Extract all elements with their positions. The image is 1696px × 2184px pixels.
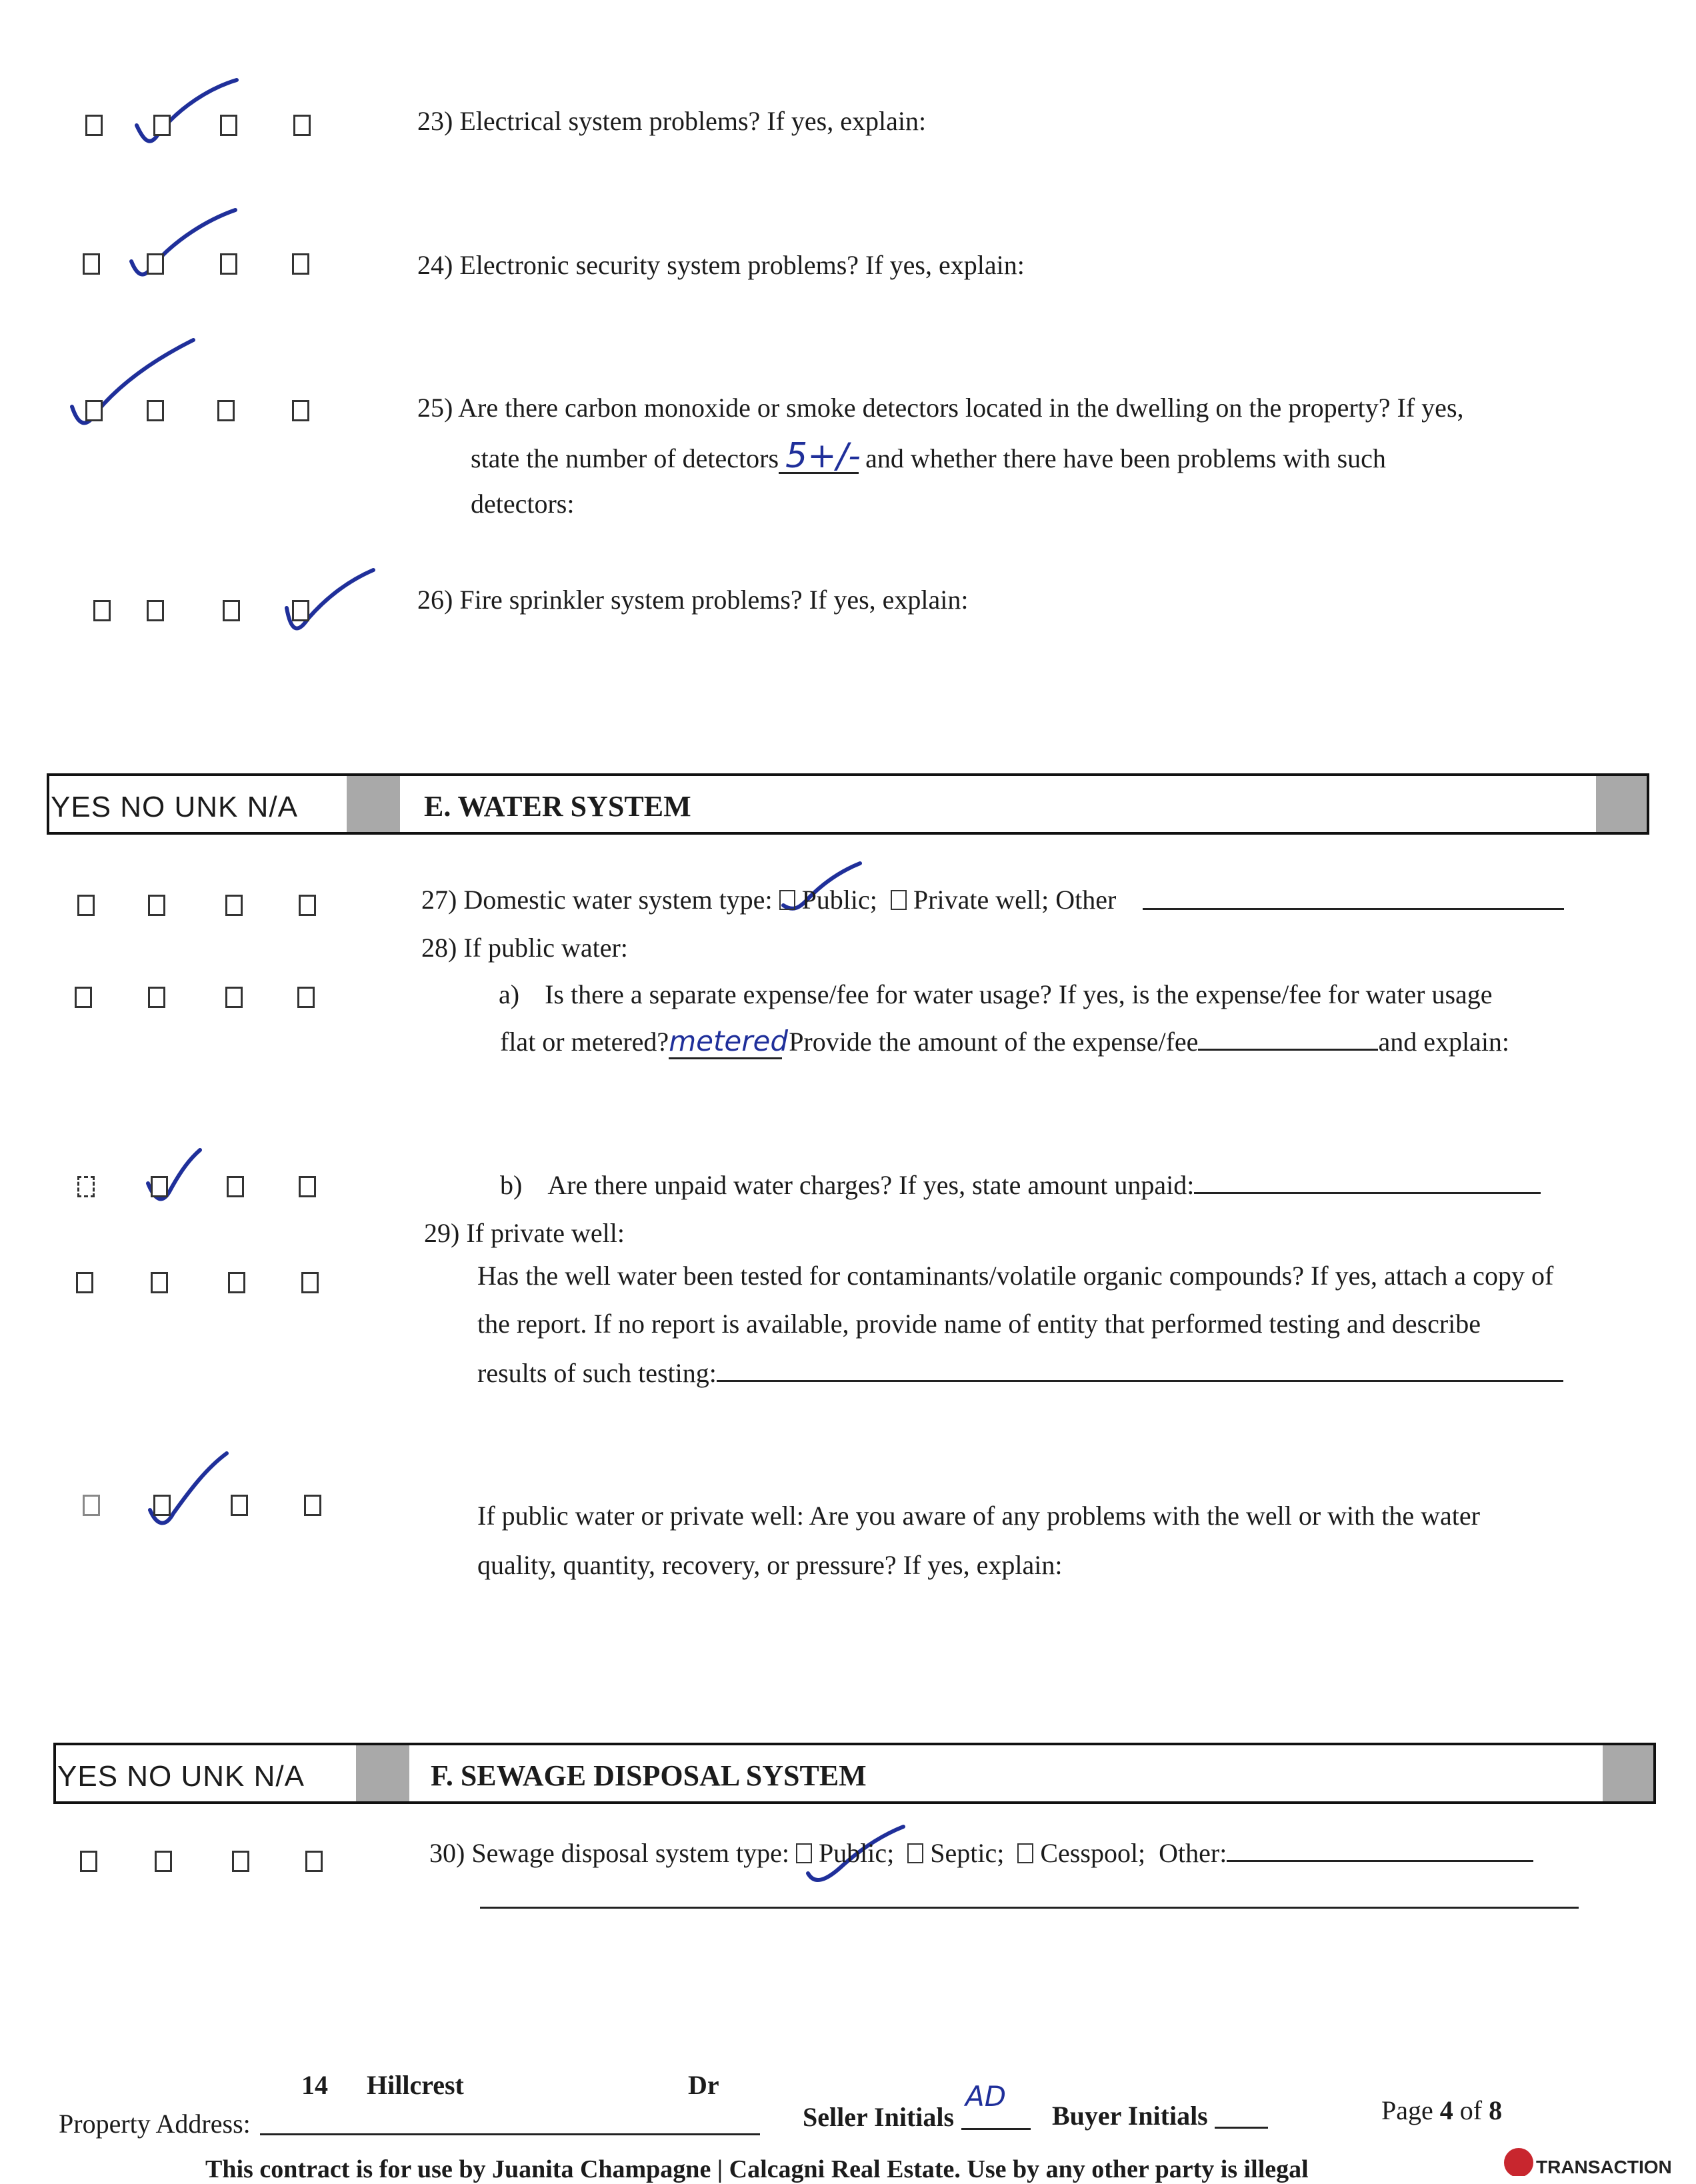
q29-number: 29) <box>424 1218 460 1248</box>
q29-na-checkbox[interactable] <box>301 1272 319 1293</box>
q26-unk-checkbox[interactable] <box>223 600 240 621</box>
q27-text: Domestic water system type: <box>463 885 773 915</box>
q23-question <box>417 105 926 137</box>
q30-continuation-line[interactable] <box>480 1907 1579 1909</box>
q28a-yes-checkbox[interactable] <box>75 987 92 1008</box>
q29-problems-line1: If public water or private well: Are you aware of any problems with the well or with the water <box>477 1501 1480 1531</box>
q28a-metered-answer[interactable]: metered <box>669 1025 782 1059</box>
section-f-shade-right <box>1603 1745 1653 1801</box>
q30-question <box>429 1837 1533 1869</box>
q28b-yes-checkbox[interactable] <box>77 1176 95 1197</box>
buyer-initials-label: Buyer Initials <box>1052 2101 1208 2131</box>
q24-unk-checkbox[interactable] <box>220 253 237 275</box>
q29-text: If private well: <box>466 1218 625 1248</box>
q29-unk-checkbox[interactable] <box>228 1272 245 1293</box>
q28a-na-checkbox[interactable] <box>297 987 315 1008</box>
q28b-line <box>500 1169 1541 1201</box>
q28a-label: a) <box>499 979 520 1009</box>
q27-question <box>421 884 1116 916</box>
q27-no-checkbox[interactable] <box>148 895 165 916</box>
q28a-unk-checkbox[interactable] <box>225 987 243 1008</box>
q24-number: 24) <box>417 250 453 280</box>
property-address-line[interactable] <box>260 2133 760 2135</box>
q28b-na-checkbox[interactable] <box>299 1176 316 1197</box>
q24-yes-checkbox[interactable] <box>83 253 100 275</box>
q24-no-checkbox[interactable] <box>147 253 164 275</box>
q25-number: 25) <box>417 393 453 423</box>
q23-unk-checkbox[interactable] <box>220 115 237 136</box>
q27-public-label: Public; <box>801 885 877 915</box>
q29-problems-unk-checkbox[interactable] <box>231 1495 248 1516</box>
q25-text-line2a: state the number of detectors <box>471 443 779 473</box>
section-e-shade-left <box>347 776 400 832</box>
q29-question <box>424 1217 625 1249</box>
q27-other-label: Other <box>1055 885 1117 915</box>
q30-cesspool-box[interactable] <box>1017 1843 1033 1863</box>
q24-na-checkbox[interactable] <box>292 253 309 275</box>
q25-question-line3: detectors: <box>471 489 575 519</box>
q30-no-checkbox[interactable] <box>155 1851 172 1872</box>
q26-no-checkbox[interactable] <box>147 600 164 621</box>
q28a-text-line2c: and explain: <box>1378 1027 1510 1057</box>
q26-text: Fire sprinkler system problems? If yes, explain: <box>459 585 969 615</box>
q28a-text-line2a: flat or metered? <box>500 1027 669 1057</box>
q29-no-checkbox[interactable] <box>151 1272 168 1293</box>
section-f-column-headers: YES NO UNK N/A <box>57 1760 305 1793</box>
q25-text-line1: Are there carbon monoxide or smoke detectors located in the dwelling on the property? If yes, <box>458 393 1464 423</box>
q23-na-checkbox[interactable] <box>293 115 311 136</box>
q28b-amount-line[interactable] <box>1194 1172 1541 1194</box>
q23-no-checkbox[interactable] <box>153 115 171 136</box>
q29-problems-na-checkbox[interactable] <box>304 1495 321 1516</box>
q29-yes-checkbox[interactable] <box>76 1272 93 1293</box>
q29-line2: the report. If no report is available, provide name of entity that performed testing and describe <box>477 1309 1481 1339</box>
seller-initials-line[interactable] <box>961 2128 1031 2130</box>
transaction-logo-icon <box>1504 2148 1533 2176</box>
q28a-text-line1: Is there a separate expense/fee for water usage? If yes, is the expense/fee for water usage <box>545 979 1493 1009</box>
q26-na-checkbox[interactable] <box>292 600 309 621</box>
page-number: 4 <box>1439 2095 1453 2125</box>
q30-yes-checkbox[interactable] <box>80 1851 97 1872</box>
q30-other-line[interactable] <box>1227 1840 1533 1862</box>
q23-text: Electrical system problems? If yes, explain: <box>459 106 927 136</box>
q27-private-box[interactable] <box>891 890 907 910</box>
q27-private-label: Private well; <box>913 885 1049 915</box>
q29-results-line[interactable] <box>717 1360 1563 1382</box>
q28b-text: Are there unpaid water charges? If yes, state amount unpaid: <box>547 1170 1195 1200</box>
q26-yes-checkbox[interactable] <box>93 600 111 621</box>
property-address-label: Property Address: <box>59 2109 251 2139</box>
q27-na-checkbox[interactable] <box>299 895 316 916</box>
q24-text: Electronic security system problems? If yes, explain: <box>459 250 1025 280</box>
q30-text: Sewage disposal system type: <box>471 1838 789 1868</box>
transaction-logo-text: TRANSACTION <box>1536 2157 1672 2176</box>
section-f-shade-left <box>356 1745 409 1801</box>
q28b-no-checkbox[interactable] <box>151 1176 168 1197</box>
q28a-fee-line[interactable] <box>1198 1029 1378 1051</box>
seller-initials-label: Seller Initials <box>803 2102 955 2132</box>
q29-problems-line2: quality, quantity, recovery, or pressure? If yes, explain: <box>477 1550 1063 1580</box>
q25-text-line2b: and whether there have been problems with such <box>865 443 1386 473</box>
q30-public-box[interactable] <box>796 1843 812 1863</box>
q27-unk-checkbox[interactable] <box>225 895 243 916</box>
q30-public-label: Public; <box>818 1838 895 1868</box>
q24-question <box>417 249 1025 281</box>
q23-yes-checkbox[interactable] <box>85 115 103 136</box>
page-total: 8 <box>1489 2095 1503 2125</box>
page-of: of <box>1459 2095 1483 2125</box>
q28-text: If public water: <box>463 933 628 963</box>
q28-question <box>421 932 628 964</box>
q27-public-box[interactable] <box>779 890 795 910</box>
q30-number: 30) <box>429 1838 465 1868</box>
address-street: Hillcrest <box>367 2070 464 2100</box>
q30-cesspool-label: Cesspool; <box>1040 1838 1146 1868</box>
q27-yes-checkbox[interactable] <box>77 895 95 916</box>
buyer-initials-line[interactable] <box>1215 2127 1268 2129</box>
address-number: 14 <box>301 2070 328 2100</box>
q28a-line2 <box>500 1025 1509 1059</box>
section-f-title: F. SEWAGE DISPOSAL SYSTEM <box>431 1759 867 1792</box>
q28a-text-line2b: Provide the amount of the expense/fee <box>789 1027 1199 1057</box>
section-f-header <box>53 1743 1656 1804</box>
q29-line3 <box>477 1357 1563 1389</box>
q25-question-line2 <box>471 436 1386 476</box>
q28a-line1 <box>499 979 1493 1011</box>
q25-detectors-answer[interactable]: 5+/- <box>779 440 859 474</box>
q26-number: 26) <box>417 585 453 615</box>
q28-number: 28) <box>421 933 457 963</box>
q29-problems-no-checkbox[interactable] <box>153 1495 171 1516</box>
q30-na-checkbox[interactable] <box>305 1851 323 1872</box>
q26-question <box>417 584 969 616</box>
section-e-column-headers: YES NO UNK N/A <box>51 791 298 823</box>
q28b-label: b) <box>500 1170 523 1200</box>
section-e-shade-right <box>1596 776 1647 832</box>
transaction-logo <box>1504 2148 1696 2176</box>
q25-yes-checkbox[interactable] <box>85 400 103 421</box>
disclaimer-text: This contract is for use by Juanita Champagne | Calcagni Real Estate. Use by any other party is illegal <box>205 2155 1309 2183</box>
seller-initials-value[interactable]: AD <box>965 2080 1007 2113</box>
q25-na-checkbox[interactable] <box>292 400 309 421</box>
section-e-title: E. WATER SYSTEM <box>424 790 691 823</box>
q23-number: 23) <box>417 106 453 136</box>
q29-line1: Has the well water been tested for contaminants/volatile organic compounds? If yes, attach a copy of <box>477 1261 1554 1291</box>
q30-other-label: Other: <box>1159 1838 1227 1868</box>
q25-unk-checkbox[interactable] <box>217 400 235 421</box>
q28b-unk-checkbox[interactable] <box>227 1176 244 1197</box>
q29-text-line3: results of such testing: <box>477 1358 717 1388</box>
q30-septic-label: Septic; <box>930 1838 1005 1868</box>
q28a-no-checkbox[interactable] <box>148 987 165 1008</box>
page-prefix: Page <box>1381 2095 1433 2125</box>
q29-problems-yes-checkbox[interactable] <box>83 1495 100 1516</box>
q27-other-line[interactable] <box>1143 908 1564 910</box>
q27-number: 27) <box>421 885 457 915</box>
page-indicator <box>1381 2095 1502 2126</box>
q25-no-checkbox[interactable] <box>147 400 164 421</box>
q30-septic-box[interactable] <box>907 1843 923 1863</box>
section-e-header <box>47 773 1649 835</box>
q30-unk-checkbox[interactable] <box>232 1851 249 1872</box>
address-suffix: Dr <box>688 2070 719 2100</box>
q25-question-line1 <box>417 392 1464 424</box>
